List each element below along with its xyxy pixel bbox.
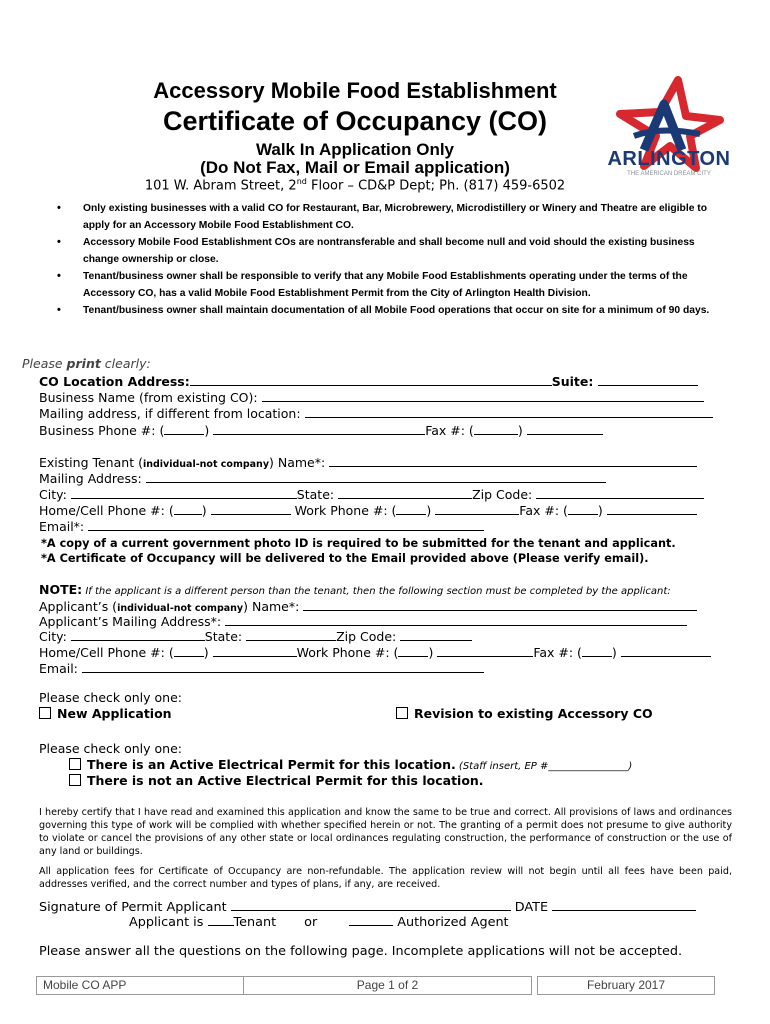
no-permit-option[interactable]: There is not an Active Electrical Permit for this location. (69, 773, 484, 789)
revision-checkbox[interactable] (396, 707, 408, 719)
tenant-state-input[interactable] (338, 486, 472, 499)
co-location-row: CO Location Address: Suite: (39, 373, 698, 390)
tenant-city-input[interactable] (71, 486, 297, 499)
tenant-fax-input[interactable] (607, 502, 697, 515)
list-item: • Tenant/business owner shall maintain documentation of all Mobile Food operations that occur on site for a minimum of 90 days. (57, 302, 722, 319)
no-permit-checkbox[interactable] (69, 774, 81, 786)
business-name-input[interactable] (262, 389, 704, 402)
applicant-state-input[interactable] (246, 628, 336, 641)
applicant-is-row: Applicant is Tenant or Authorized Agent (129, 915, 509, 930)
active-permit-option[interactable]: There is an Active Electrical Permit for this location. (Staff insert, EP #________________) (69, 757, 632, 775)
list-item: • Only existing businesses with a valid CO for Restaurant, Bar, Microbrewery, Microdistillery or Winery and Theatre are eligible to apply for an Accessory Mobile Food Establishment CO. (57, 200, 722, 234)
logo-wordmark: ARLINGTON (607, 148, 731, 170)
tenant-city-row: City: State: Zip Code: (39, 486, 704, 503)
applicant-mailing-row: Applicant’s Mailing Address*: (39, 613, 687, 630)
page-title: Certificate of Occupancy (CO) (162, 106, 548, 136)
tenant-fax-area-input[interactable] (568, 502, 598, 515)
business-phone-area-input[interactable] (164, 422, 204, 435)
tenant-zip-input[interactable] (536, 486, 704, 499)
agent-blank-input[interactable] (349, 913, 393, 926)
applicant-cell-input[interactable] (213, 644, 297, 657)
applicant-city-row: City: State: Zip Code: (39, 628, 472, 645)
applicant-name-input[interactable] (303, 598, 697, 611)
check-one-label-2: Please check only one: (39, 741, 182, 756)
applicant-phone-row: Home/Cell Phone #: ( ) Work Phone #: ( ) Fax #: ( ) (39, 644, 711, 661)
photo-id-note: *A copy of a current government photo ID is required to be submitted for the tenant and applicant. (41, 537, 676, 550)
new-application-checkbox[interactable] (39, 707, 51, 719)
footer-page-number: Page 1 of 2 (243, 976, 532, 995)
applicant-note: NOTE: If the applicant is a different person than the tenant, then the following section must be completed by the applicant: (39, 582, 671, 597)
applicant-city-input[interactable] (71, 628, 205, 641)
business-name-row: Business Name (from existing CO): (39, 389, 704, 406)
tenant-work-input[interactable] (435, 502, 519, 515)
requirements-list (57, 200, 722, 319)
list-item: • Accessory Mobile Food Establishment COs are nontransferable and shall become null and void should the existing business change ownership or close. (57, 234, 722, 268)
signature-input[interactable] (231, 898, 511, 911)
date-input[interactable] (552, 898, 696, 911)
answer-all-instruction: Please answer all the questions on the following page. Incomplete applications will not be accepted. (39, 944, 683, 959)
co-email-note: *A Certificate of Occupancy will be delivered to the Email provided above (Please verify email). (41, 552, 649, 565)
co-location-input[interactable] (190, 373, 552, 386)
subtitle-walk-in: Walk In Application Only (255, 140, 455, 159)
tenant-phone-row: Home/Cell Phone #: ( ) Work Phone #: ( ) Fax #: ( ) (39, 502, 697, 519)
tenant-mailing-input[interactable] (146, 470, 606, 483)
applicant-fax-area-input[interactable] (582, 644, 612, 657)
tenant-blank-input[interactable] (208, 913, 234, 926)
business-phone-input[interactable] (213, 422, 425, 435)
active-permit-checkbox[interactable] (69, 758, 81, 770)
fax-area-input[interactable] (474, 422, 518, 435)
fees-text: All application fees for Certificate of Occupancy are non-refundable. The application review will not begin until all fees have been paid, addresses verified, and the correct number and types of plans, if any, are received. (39, 866, 732, 890)
fax-input[interactable] (527, 422, 603, 435)
revision-option[interactable]: Revision to existing Accessory CO (396, 706, 653, 722)
applicant-work-area-input[interactable] (398, 644, 428, 657)
business-phone-row: Business Phone #: ( ) Fax #: ( ) (39, 422, 603, 439)
applicant-mailing-input[interactable] (225, 613, 687, 626)
certification-text: I hereby certify that I have read and examined this application and know the same to be true and correct. All provisions of laws and ordinances governing this type of work will be complied with whether specified herein or not. The granting of a permit does not presume to give authority to violate or cancel the provisions of any other state or local ordinances regulating construction, the performance of construction or the use of any land or buildings. (39, 807, 732, 857)
tenant-cell-area-input[interactable] (174, 502, 202, 515)
tenant-name-row: Existing Tenant (individual-not company) Name*: (39, 454, 697, 473)
tenant-work-area-input[interactable] (396, 502, 426, 515)
applicant-work-input[interactable] (437, 644, 533, 657)
applicant-name-row: Applicant’s (individual-not company) Name*: (39, 598, 697, 617)
tenant-email-input[interactable] (88, 518, 484, 531)
mailing-diff-row: Mailing address, if different from location: (39, 405, 713, 422)
list-item: • Tenant/business owner shall be responsible to verify that any Mobile Food Establishments operating under the terms of the Accessory CO, has a valid Mobile Food Establishment Permit from the City of Arlington Health Division. (57, 268, 722, 302)
new-application-option[interactable]: New Application (39, 706, 172, 722)
check-one-label: Please check only one: (39, 690, 182, 705)
applicant-cell-area-input[interactable] (174, 644, 204, 657)
tenant-mailing-row: Mailing Address: (39, 470, 606, 487)
footer-form-name: Mobile CO APP (36, 976, 244, 995)
print-instruction: Please print clearly: (22, 356, 151, 371)
subtitle-no-fax: (Do Not Fax, Mail or Email application) (200, 158, 510, 177)
tenant-cell-input[interactable] (211, 502, 291, 515)
mailing-diff-input[interactable] (305, 405, 713, 418)
tenant-email-row: Email*: (39, 518, 484, 535)
arlington-logo (600, 76, 735, 186)
department-address: 101 W. Abram Street, 2nd Floor – CD&P Dept; Ph. (817) 459-6502 (144, 177, 566, 194)
footer-date: February 2017 (537, 976, 715, 995)
signature-row: Signature of Permit Applicant DATE (39, 898, 696, 916)
logo-tagline: THE AMERICAN DREAM CITY (627, 171, 711, 177)
tenant-name-input[interactable] (329, 454, 697, 467)
applicant-fax-input[interactable] (621, 644, 711, 657)
applicant-email-input[interactable] (82, 660, 484, 673)
applicant-email-row: Email: (39, 660, 484, 677)
suite-input[interactable] (598, 373, 698, 386)
title-line-1: Accessory Mobile Food Establishment (153, 78, 557, 103)
applicant-zip-input[interactable] (400, 628, 472, 641)
